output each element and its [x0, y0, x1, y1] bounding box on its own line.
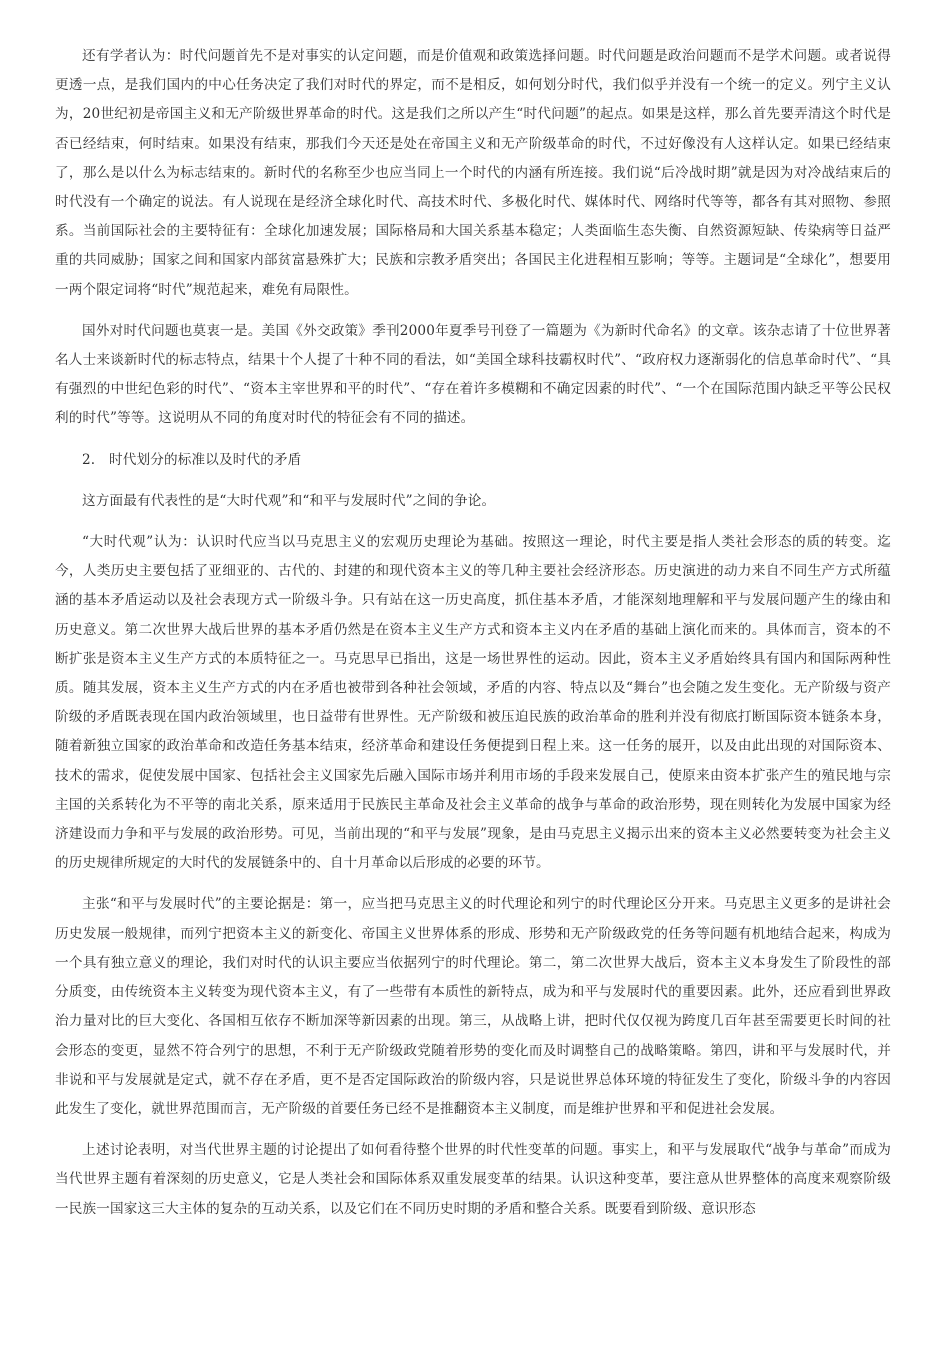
- paragraph-grand-era-view: “大时代观”认为：认识时代应当以马克思主义的宏观历史理论为基础。按照这一理论，时代主要是指人类社会形态的质的转变。迄今，人类历史主要包括了亚细亚的、古代的、封建的和现代资本主义的等几种主要社会经济形态。历史演进的动力来自不同生产方式所蕴涵的基本矛盾运动以及社会表现方式一阶级斗争。只有站在这一历史高度，抓住基本矛盾，才能深刻地理解和平与发展问题产生的缘由和历史意义。第二次世界大战后世界的基本矛盾仍然是在资本主义生产方式和资本主义内在矛盾的基础上演化而来的。具体而言，资本的不断扩张是资本主义生产方式的本质特征之一。马克思早已指出，这是一场世界性的运动。因此，资本主义矛盾始终具有国内和国际两种性质。随其发展，资本主义生产方式的内在矛盾也被带到各种社会领域，矛盾的内容、特点以及“舞台”也会随之发生变化。无产阶级与资产阶级的矛盾既表现在国内政治领域里，也日益带有世界性。无产阶级和被压迫民族的政治革命的胜利并没有彻底打断国际资本链条本身，随着新独立国家的政治革命和改造任务基本结束，经济革命和建设任务便提到日程上来。这一任务的展开，以及由此出现的对国际资本、技术的需求，促使发展中国家、包括社会主义国家先后融入国际市场并利用市场的手段来发展自己，使原来由资本扩张产生的殖民地与宗主国的关系转化为不平等的南北关系，原来适用于民族民主革命及社会主义革命的战争与革命的政治形势，现在则转化为发展中国家为经济建设而力争和平与发展的政治形势。可见，当前出现的“和平与发展”现象，是由马克思主义揭示出来的资本主义必然要转变为社会主义的历史规律所规定的大时代的发展链条中的、自十月革命以后形成的必要的环节。: [55, 534, 891, 872]
- section-heading: 2. 时代划分的标准以及时代的矛盾: [82, 451, 302, 468]
- paragraph-foreign-views: 国外对时代问题也莫衷一是。美国《外交政策》季刊2000年夏季号刊登了一篇题为《为新时代命名》的文章。该杂志请了十位世界著名人士来谈新时代的标志特点，结果十个人提了十种不同的看法，如“美国全球科技霸权时代”、“政府权力逐渐弱化的信息革命时代”、“具有强烈的中世纪色彩的时代”、“资本主宰世界和平的时代”、“存在着许多模糊和不确定因素的时代”、“一个在国际范围内缺乏平等公民权利的时代”等等。这说明从不同的角度对时代的特征会有不同的描述。: [55, 322, 891, 427]
- document-body: [55, 42, 891, 1236]
- paragraph-scholar-view: 还有学者认为：时代问题首先不是对事实的认定问题，而是价值观和政策选择问题。时代问题是政治问题而不是学术问题。或者说得更透一点，是我们国内的中心任务决定了我们对时代的界定，而不是相反，如何划分时代，我们似乎并没有一个统一的定义。列宁主义认为，20世纪初是帝国主义和无产阶级世界革命的时代。这是我们之所以产生“时代问题”的起点。如果是这样，那么首先要弄清这个时代是否已经结束，何时结束。如果没有结束，那我们今天还是处在帝国主义和无产阶级革命的时代，不过好像没有人这样认定。如果已经结束了，那么是以什么为标志结束的。新时代的名称至少也应当同上一个时代的内涵有所连接。我们说“后冷战时期”就是因为对冷战结束后的时代没有一个确定的说法。有人说现在是经济全球化时代、高技术时代、多极化时代、媒体时代、网络时代等等，都各有其对照物、参照系。当前国际社会的主要特征有：全球化加速发展；国际格局和大国关系基本稳定；人类面临生态失衡、自然资源短缺、传染病等日益严重的共同威胁；国家之间和国家内部贫富悬殊扩大；民族和宗教矛盾突出；各国民主化进程相互影响；等等。主题词是“全球化”，想要用一两个限定词将“时代”规范起来，难免有局限性。: [55, 48, 891, 298]
- paragraph-debate-intro: 这方面最有代表性的是“大时代观”和“和平与发展时代”之间的争论。: [82, 492, 496, 509]
- paragraph-peace-development-view: 主张“和平与发展时代”的主要论据是：第一，应当把马克思主义的时代理论和列宁的时代理论区分开来。马克思主义更多的是讲社会历史发展一般规律，而列宁把资本主义的新变化、帝国主义世界体系的形成、形势和无产阶级政党的任务等问题有机地结合起来，构成为一个具有独立意义的理论，我们对时代的认识主要应当依据列宁的时代理论。第二，第二次世界大战后，资本主义本身发生了阶段性的部分质变，由传统资本主义转变为现代资本主义，有了一些带有本质性的新特点，成为和平与发展时代的重要因素。此外，还应看到世界政治力量对比的巨大变化、各国相互依存不断加深等新因素的出现。第三，从战略上讲，把时代仅仅视为跨度几百年甚至需要更长时间的社会形态的变更，显然不符合列宁的思想，不利于无产阶级政党随着形势的变化而及时调整自己的战略策略。第四，讲和平与发展时代，并非说和平与发展就是定式，就不存在矛盾，更不是否定国际政治的阶级内容，只是说世界总体环境的特征发生了变化，阶级斗争的内容因此发生了变化，就世界范围而言，无产阶级的首要任务已经不是推翻资本主义制度，而是维护世界和平和促进社会发展。: [55, 896, 891, 1117]
- paragraph-conclusion: 上述讨论表明，对当代世界主题的讨论提出了如何看待整个世界的时代性变革的问题。事实上，和平与发展取代“战争与革命”而成为当代世界主题有着深刻的历史意义，它是人类社会和国际体系双重发展变革的结果。认识这种变革，要注意从世界整体的高度来观察阶级一民族一国家这三大主体的复杂的互动关系，以及它们在不同历史时期的矛盾和整合关系。既要看到阶级、意识形态: [55, 1142, 891, 1217]
